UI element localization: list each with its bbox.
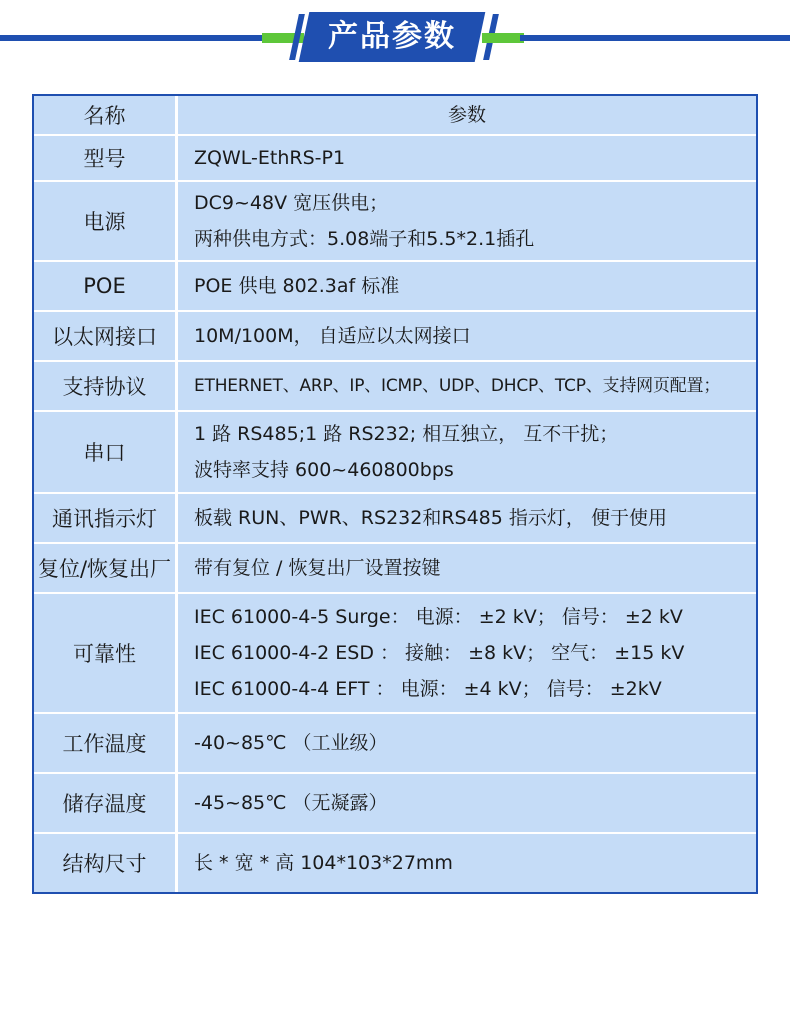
row-value — [178, 834, 756, 892]
row-name: 以太网接口 — [34, 312, 178, 360]
row-value — [178, 312, 756, 360]
table-row — [34, 544, 756, 594]
row-value-line: 带有复位 / 恢复出厂设置按键 — [194, 557, 441, 579]
table-row — [34, 594, 756, 714]
row-name: 电源 — [34, 182, 178, 260]
row-name: 结构尺寸 — [34, 834, 178, 892]
row-value-line: IEC 61000-4-5 Surge： 电源： ±2 kV； 信号： ±2 kV — [194, 606, 683, 628]
table-row — [34, 494, 756, 544]
table-header-row — [34, 96, 756, 136]
row-value — [178, 362, 756, 410]
row-name: 复位/恢复出厂 — [34, 544, 178, 592]
row-value-line: 板载 RUN、PWR、RS232和RS485 指示灯， 便于使用 — [194, 507, 667, 529]
row-value-line: IEC 61000-4-4 EFT ： 电源： ±4 kV； 信号： ±2kV — [194, 678, 662, 700]
row-value — [178, 412, 756, 492]
row-name: POE — [34, 262, 178, 310]
header-line-right — [520, 35, 790, 41]
table-row — [34, 412, 756, 494]
table-row — [34, 362, 756, 412]
header-accent-right — [482, 33, 524, 43]
row-value-line: -45~85℃ （无凝露） — [194, 792, 388, 814]
row-value — [178, 182, 756, 260]
row-value-line: -40~85℃ （工业级） — [194, 732, 388, 754]
row-name: 储存温度 — [34, 774, 178, 832]
table-row — [34, 262, 756, 312]
row-value — [178, 136, 756, 180]
row-value-line: 两种供电方式：5.08端子和5.5*2.1插孔 — [194, 228, 535, 250]
row-name: 通讯指示灯 — [34, 494, 178, 542]
header-value-label: 参数 — [447, 104, 486, 126]
row-value — [178, 494, 756, 542]
table-row — [34, 136, 756, 182]
page-title: 产品参数 — [328, 19, 456, 54]
row-name: 支持协议 — [34, 362, 178, 410]
row-value-line: ZQWL-EthRS-P1 — [194, 147, 346, 169]
row-value-line: POE 供电 802.3af 标准 — [194, 275, 400, 297]
header-name-cell: 名称 — [34, 96, 178, 134]
row-value-line: 1 路 RS485;1 路 RS232; 相互独立， 互不干扰； — [194, 423, 619, 445]
row-value — [178, 714, 756, 772]
row-value-line: 波特率支持 600~460800bps — [194, 459, 454, 481]
header-line-left — [0, 35, 262, 41]
table-row — [34, 182, 756, 262]
row-name: 工作温度 — [34, 714, 178, 772]
row-name: 可靠性 — [34, 594, 178, 712]
row-name: 串口 — [34, 412, 178, 492]
row-value-line: DC9~48V 宽压供电； — [194, 192, 389, 214]
row-value — [178, 774, 756, 832]
table-row — [34, 714, 756, 774]
table-row — [34, 834, 756, 892]
header-value-cell — [178, 96, 756, 134]
row-value — [178, 544, 756, 592]
table-row — [34, 312, 756, 362]
spec-table — [32, 94, 758, 894]
row-value — [178, 262, 756, 310]
row-value — [178, 594, 756, 712]
row-value-line: IEC 61000-4-2 ESD ： 接触： ±8 kV； 空气： ±15 kV — [194, 642, 685, 664]
row-value-line: ETHERNET、ARP、IP、ICMP、UDP、DHCP、TCP、支持网页配置； — [194, 376, 721, 396]
row-name: 型号 — [34, 136, 178, 180]
row-value-line: 长 * 宽 * 高 104*103*27mm — [194, 852, 453, 874]
row-value-line: 10M/100M， 自适应以太网接口 — [194, 325, 471, 347]
table-row — [34, 774, 756, 834]
section-header — [0, 0, 790, 80]
